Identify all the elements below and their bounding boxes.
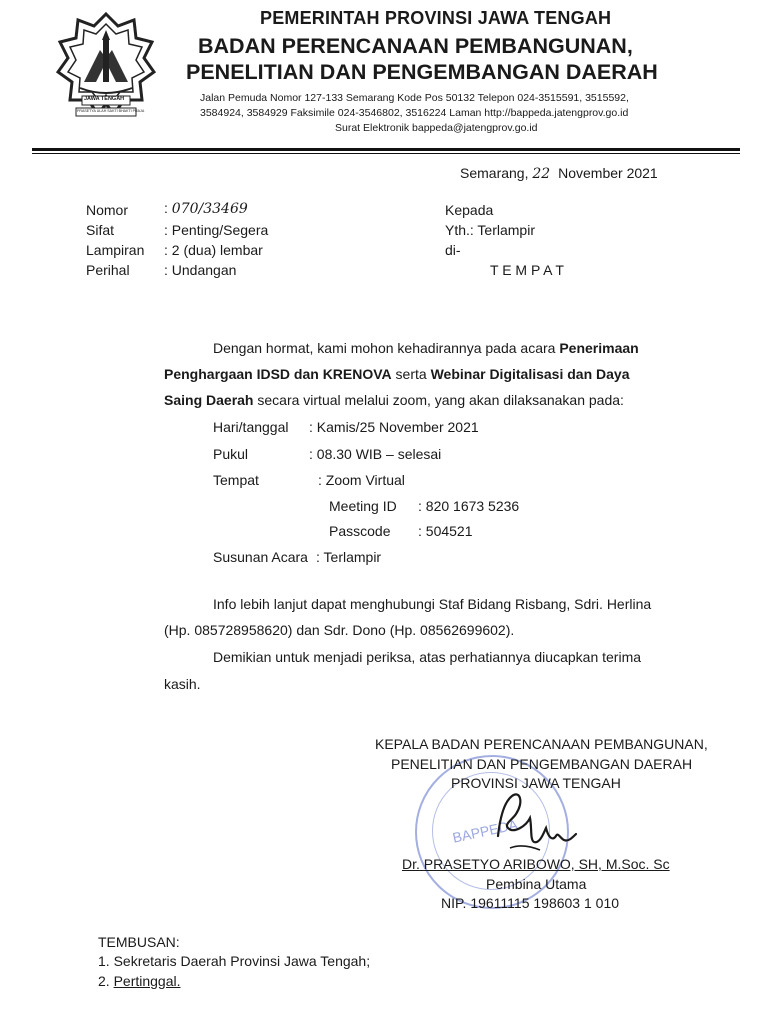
detail-label-susunan: Susunan Acara (213, 549, 308, 565)
letterhead-address2: 3584924, 3584929 Faksimile 024-3546802, 3516224 Laman http://bappeda.jatengprov.go.id (200, 107, 629, 119)
body-text: secara virtual melalui zoom, yang akan dilaksanakan pada: (253, 392, 624, 408)
recipient-kepada: Kepada (445, 202, 494, 218)
tembusan-item-2-text: Pertinggal. (113, 973, 181, 989)
signature-rank: Pembina Utama (486, 876, 587, 892)
detail-value-hari: : Kamis/25 November 2021 (309, 419, 479, 435)
signature-title1: KEPALA BADAN PERENCANAAN PEMBANGUNAN, (375, 736, 708, 752)
meta-label-nomor: Nomor (86, 202, 129, 218)
meta-value-lampiran: : 2 (dua) lembar (164, 242, 263, 258)
recipient-yth: Yth.: Terlampir (445, 222, 535, 238)
detail-label-meeting: Meeting ID (329, 498, 397, 514)
meta-label-lampiran: Lampiran (86, 242, 145, 258)
letterhead-line1: PEMERINTAH PROVINSI JAWA TENGAH (260, 8, 612, 28)
signature-title2: PENELITIAN DAN PENGEMBANGAN DAERAH (391, 756, 693, 772)
closing-line1: Demikian untuk menjadi periksa, atas perhatiannya diucapkan terima (213, 649, 642, 665)
tembusan-item-2-number: 2. (98, 973, 114, 989)
emblem-name: JAWA TENGAH (84, 96, 125, 102)
letterhead-address3: Surat Elektronik bappeda@jatengprov.go.id (335, 122, 538, 134)
signature-name: Dr. PRASETYO ARIBOWO, SH, M.Soc. Sc (402, 856, 670, 872)
signature-nip: NIP. 19611115 198603 1 010 (441, 895, 620, 911)
tembusan-item-2 (98, 973, 181, 989)
tembusan-heading: TEMBUSAN: (98, 934, 180, 950)
info-line1: Info lebih lanjut dapat menghubungi Staf Bidang Risbang, Sdri. Herlina (213, 596, 652, 612)
detail-value-passcode: : 504521 (418, 523, 473, 539)
handwritten-signature (490, 788, 580, 860)
stamp-text: BAPPEDA (451, 816, 520, 846)
closing-line2: kasih. (164, 676, 201, 692)
meta-value-perihal: : Undangan (164, 262, 237, 278)
recipient-tempat: T E M P A T (490, 262, 564, 278)
letterhead-line2: BADAN PERENCANAAN PEMBANGUNAN, (198, 34, 633, 58)
nomor-handwritten: 070/33469 (171, 201, 248, 217)
date-prefix: Semarang, (460, 165, 529, 181)
recipient-di: di- (445, 242, 461, 258)
body-bold: Saing Daerah (164, 392, 254, 408)
meta-label-sifat: Sifat (86, 222, 115, 238)
detail-value-tempat: : Zoom Virtual (318, 472, 405, 488)
body-text: Dengan hormat, kami mohon kehadirannya pada acara (213, 340, 560, 356)
date-rest: November 2021 (558, 165, 658, 181)
tembusan-item-1: 1. Sekretaris Daerah Provinsi Jawa Tengah; (98, 953, 371, 969)
meta-value-sifat: : Penting/Segera (164, 222, 269, 238)
detail-value-pukul: : 08.30 WIB – selesai (309, 446, 442, 462)
meta-value-nomor: : 070/33469 (164, 200, 248, 217)
detail-value-meeting: : 820 1673 5236 (418, 498, 520, 514)
signature-title3: PROVINSI JAWA TENGAH (451, 775, 621, 791)
body-line3 (164, 392, 624, 408)
detail-label-pukul: Pukul (213, 446, 249, 462)
detail-label-tempat: Tempat (213, 472, 259, 488)
letterhead-rule-thick (32, 148, 740, 151)
letterhead-address1: Jalan Pemuda Nomor 127-133 Semarang Kode Pos 50132 Telepon 024-3515591, 3515592, (200, 92, 629, 104)
body-text: serta (391, 366, 431, 382)
letter-date (460, 165, 658, 182)
date-day: 22 (532, 166, 551, 182)
letterhead-rule-thin (32, 153, 740, 154)
info-line2: (Hp. 085728958620) dan Sdr. Dono (Hp. 08562699602). (164, 622, 515, 638)
emblem-motto: PRASETYA ULAH SAKTI BHAKTI PRAJA (77, 109, 145, 113)
body-bold: Penerimaan (559, 340, 639, 356)
body-bold: Webinar Digitalisasi dan Daya (430, 366, 630, 382)
body-line1 (213, 340, 639, 356)
detail-label-passcode: Passcode (329, 523, 391, 539)
detail-value-susunan: : Terlampir (316, 549, 382, 565)
letterhead-line3: PENELITIAN DAN PENGEMBANGAN DAERAH (186, 60, 658, 84)
body-line2 (164, 366, 630, 382)
meta-label-perihal: Perihal (86, 262, 130, 278)
body-bold: Penghargaan IDSD dan KRENOVA (164, 366, 392, 382)
detail-label-hari: Hari/tanggal (213, 419, 289, 435)
emblem-logo (56, 12, 156, 124)
